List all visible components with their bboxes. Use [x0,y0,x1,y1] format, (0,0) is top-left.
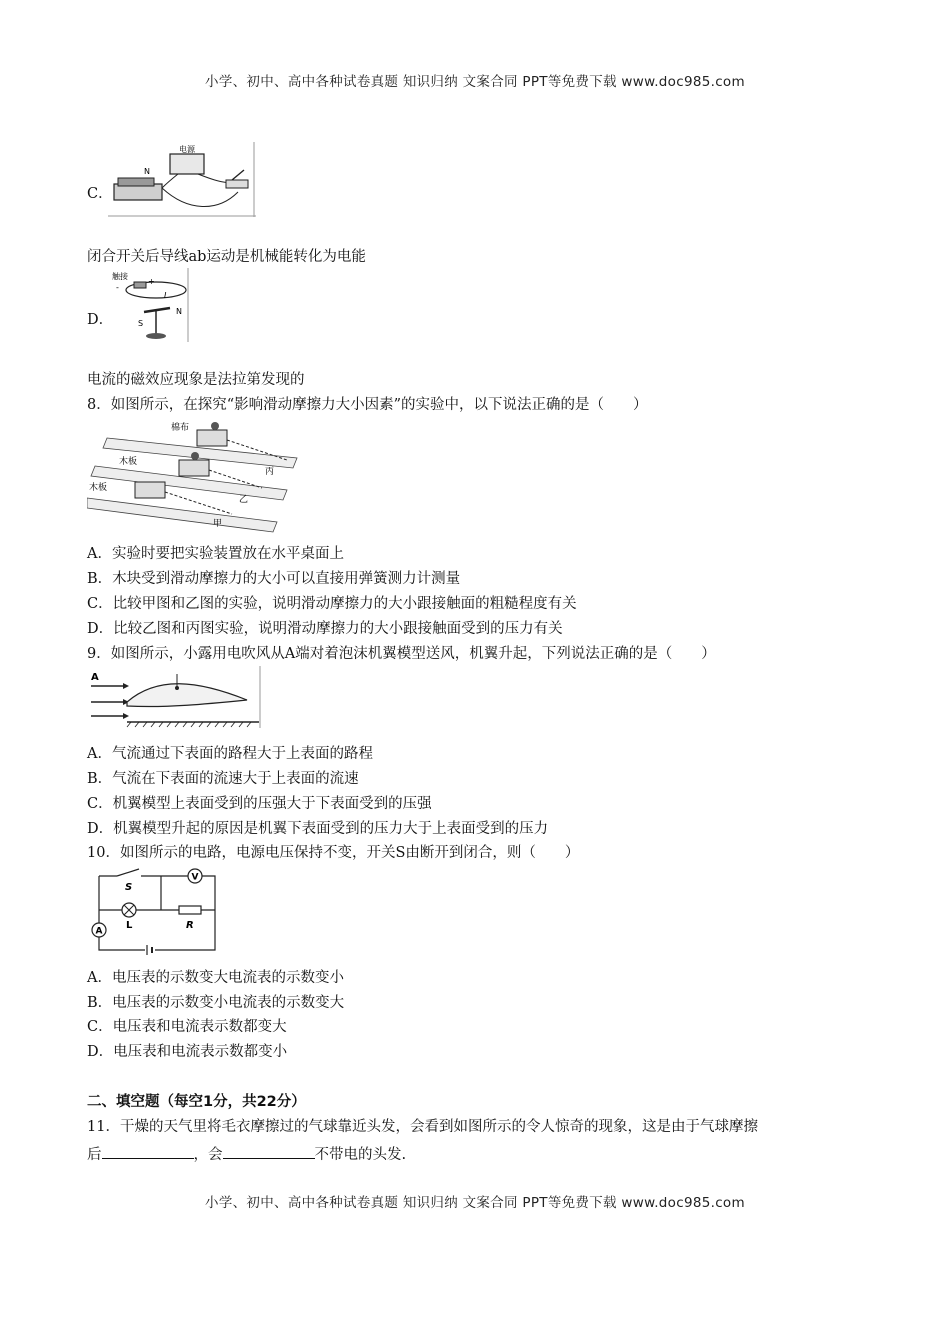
q8-label-board-1: 木板 [119,457,138,467]
q7-option-c-figure [108,142,256,217]
q8-label-yi: 乙 [239,495,249,505]
q8-label-cotton: 棉布 [171,423,190,433]
q10-option-c: C．电压表和电流表示数都变大 [87,1019,287,1035]
q10-label-r: R [186,920,194,931]
q7-option-d-caption: 电流的磁效应现象是法拉第发现的 [87,372,305,388]
q8-stem: 8．如图所示，在探究“影响滑动摩擦力大小因素”的实验中，以下说法正确的是（ ） [87,397,648,413]
q7c-n-label: N [144,167,150,176]
q9-stem: 9．如图所示，小露用电吹风从A端对着泡沫机翼模型送风，机翼升起，下列说法正确的是（ ） [87,646,716,662]
q9-figure [87,666,262,728]
q11-part3: 不带电的头发. [314,1147,407,1163]
q7-option-d-label: D． [87,312,114,328]
q7d-touch-label: 触接 [112,272,128,281]
q10-stem: 10．如图所示的电路，电源电压保持不变，开关S由断开到闭合，则（ ） [87,845,580,861]
q11-blank-2[interactable] [223,1142,315,1159]
q7-option-c-label: C． [87,186,113,202]
q7d-s-label: S [138,319,144,328]
page-footer: 小学、初中、高中各种试卷真题 知识归纳 文案合同 PPT等免费下载 www.doc985.com [205,1195,745,1211]
q7-option-c-caption: 闭合开关后导线ab运动是机械能转化为电能 [87,249,366,265]
page-header: 小学、初中、高中各种试卷真题 知识归纳 文案合同 PPT等免费下载 www.doc985.com [205,74,745,90]
q10-label-l: L [126,920,133,931]
q7d-plus: + [148,277,155,286]
q7c-power-label: 电源 [179,145,195,154]
q11-blank-1[interactable] [102,1142,194,1159]
q9-option-c: C．机翼模型上表面受到的压强大于下表面受到的压强 [87,796,432,812]
q7d-minus: - [116,283,119,292]
q9-label-a: A [91,672,99,683]
q10-figure [87,866,221,958]
q8-figure [87,418,307,536]
q7d-n-label: N [176,307,182,316]
q8-option-a: A．实验时要把实验装置放在水平桌面上 [87,546,344,562]
q10-label-s: S [125,882,133,893]
q8-label-board-2: 木板 [89,483,108,493]
q10-option-d: D．电压表和电流表示数都变小 [87,1044,288,1060]
q9-option-d: D．机翼模型升起的原因是机翼下表面受到的压力大于上表面受到的压力 [87,821,549,837]
q11-line1: 11．干燥的天气里将毛衣摩擦过的气球靠近头发，会看到如图所示的令人惊奇的现象，这是由于气球摩擦 [87,1119,758,1135]
q10-option-b: B．电压表的示数变小电流表的示数变大 [87,995,345,1011]
q10-label-v: V [191,872,199,883]
q7d-current-label: I [164,291,167,300]
q8-option-b: B．木块受到滑动摩擦力的大小可以直接用弹簧测力计测量 [87,571,461,587]
q11-part2: ，会 [193,1147,223,1163]
q8-option-c: C．比较甲图和乙图的实验，说明滑动摩擦力的大小跟接触面的粗糙程度有关 [87,596,577,612]
q7-option-d-figure [108,268,190,342]
section-2-title: 二、填空题（每空1分，共22分） [87,1094,306,1110]
q9-option-b: B．气流在下表面的流速大于上表面的流速 [87,771,359,787]
q8-label-bing: 丙 [265,467,275,477]
q8-option-d: D．比较乙图和丙图实验，说明滑动摩擦力的大小跟接触面受到的压力有关 [87,621,563,637]
q9-option-a: A．气流通过下表面的路程大于上表面的路程 [87,746,373,762]
q8-label-jia: 甲 [213,519,223,529]
q11-line2 [87,1142,406,1165]
q10-option-a: A．电压表的示数变大电流表的示数变小 [87,970,344,986]
q10-label-a: A [95,926,103,937]
q11-part1: 后 [87,1147,102,1163]
